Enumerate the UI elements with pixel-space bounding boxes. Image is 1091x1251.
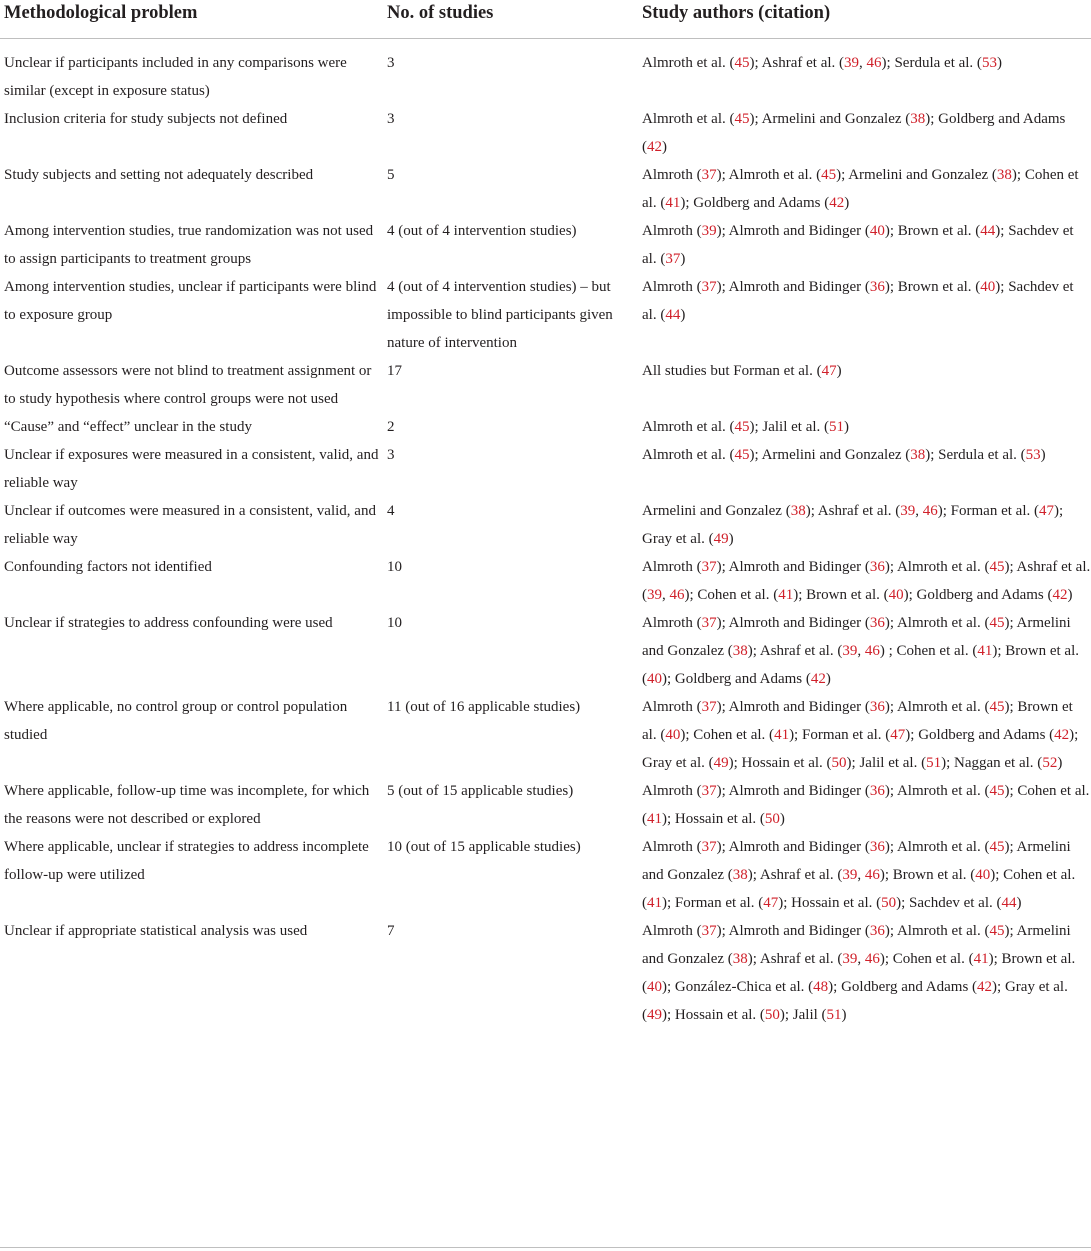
citation-link[interactable]: 50 — [831, 755, 847, 771]
cell-no-of-studies: 10 — [387, 615, 402, 631]
citation-link[interactable]: 38 — [732, 867, 748, 883]
citation-link[interactable]: 45 — [989, 699, 1005, 715]
author-text: ); Jalil ( — [779, 1007, 827, 1023]
citation-link[interactable]: 51 — [826, 1007, 842, 1023]
table-row — [0, 609, 1091, 693]
citation-link[interactable]: 45 — [989, 783, 1005, 799]
citation-link[interactable]: 41 — [778, 587, 794, 603]
author-text: ); Serdula et al. ( — [881, 55, 982, 71]
table-row — [0, 497, 1091, 553]
citation-link[interactable]: 36 — [869, 615, 885, 631]
citation-link[interactable]: 49 — [713, 755, 729, 771]
cell-methodological-problem: Where applicable, no control group or control population studied — [4, 699, 348, 743]
table-row — [0, 273, 1091, 357]
cell-no-of-studies: 4 — [387, 503, 395, 519]
author-text: ); Almroth and Bidinger ( — [716, 839, 870, 855]
header-no-of-studies: No. of studies — [383, 0, 638, 39]
cell-no-of-studies: 10 — [387, 559, 402, 575]
cell-study-authors — [638, 39, 1091, 106]
cell-no-of-studies: 3 — [387, 55, 395, 71]
citation-link[interactable]: 45 — [734, 111, 750, 127]
author-text: ); Almroth and Bidinger ( — [716, 279, 870, 295]
citation-link[interactable]: 41 — [774, 727, 790, 743]
author-text: ); Almroth et al. ( — [884, 699, 990, 715]
author-text: Almroth et al. ( — [642, 111, 735, 127]
cell-methodological-problem: Unclear if strategies to address confounding were used — [4, 615, 333, 631]
cell-no-of-studies: 2 — [387, 419, 395, 435]
author-text: ) — [779, 811, 785, 827]
cell-study-authors — [638, 833, 1091, 917]
author-text: ); Sachdev et al. ( — [642, 279, 1074, 323]
cell-no-of-studies: 5 — [387, 167, 395, 183]
citation-link[interactable]: 47 — [763, 895, 779, 911]
author-text: ); Forman et al. ( — [662, 895, 764, 911]
author-text: Almroth ( — [642, 279, 702, 295]
citation-link[interactable]: 46 — [922, 503, 938, 519]
author-text: ); Armelini and Gonzalez ( — [749, 447, 911, 463]
cell-no-of-studies: 3 — [387, 447, 395, 463]
citation-link[interactable]: 42 — [1052, 587, 1068, 603]
citation-link[interactable]: 53 — [981, 55, 997, 71]
author-text: Almroth ( — [642, 615, 702, 631]
citation-link[interactable]: 38 — [732, 951, 748, 967]
citation-link[interactable]: 49 — [713, 531, 729, 547]
cell-methodological-problem: Where applicable, follow-up time was incomplete, for which the reasons were not described or explored — [4, 783, 370, 827]
table-row — [0, 833, 1091, 917]
author-text: ); Serdula et al. ( — [925, 447, 1026, 463]
author-text: ); Ashraf et al. ( — [747, 951, 843, 967]
author-text: ) — [996, 55, 1002, 71]
table-row — [0, 553, 1091, 609]
citation-link[interactable]: 44 — [665, 307, 681, 323]
citation-link[interactable]: 36 — [869, 839, 885, 855]
author-text: ); Brown et al. ( — [884, 279, 981, 295]
citation-link[interactable]: 45 — [734, 55, 750, 71]
author-text: ); Almroth et al. ( — [884, 839, 990, 855]
citation-link[interactable]: 45 — [989, 615, 1005, 631]
author-text: ); Brown et al. ( — [884, 223, 981, 239]
author-text: ); Ashraf et al. ( — [749, 55, 845, 71]
author-text: ); Almroth and Bidinger ( — [716, 699, 870, 715]
citation-link[interactable]: 46 — [866, 55, 882, 71]
cell-methodological-problem: Inclusion criteria for study subjects not defined — [4, 111, 288, 127]
author-text: ); Almroth et al. ( — [884, 615, 990, 631]
author-text: Almroth ( — [642, 699, 702, 715]
citation-link[interactable]: 39 — [900, 503, 916, 519]
author-text: , — [857, 867, 865, 883]
author-text: ); Ashraf et al. ( — [747, 867, 843, 883]
author-text: ); Goldberg and Adams ( — [828, 979, 978, 995]
author-text: Almroth ( — [642, 923, 702, 939]
citation-link[interactable]: 40 — [980, 279, 996, 295]
author-text: ); Goldberg and Adams ( — [903, 587, 1053, 603]
citation-link[interactable]: 37 — [701, 839, 717, 855]
citation-link[interactable]: 37 — [701, 615, 717, 631]
author-text: ) — [680, 251, 686, 267]
citation-link[interactable]: 45 — [734, 447, 750, 463]
author-text: Armelini and Gonzalez ( — [642, 503, 791, 519]
author-text: ); Cohen et al. ( — [684, 587, 779, 603]
citation-link[interactable]: 41 — [647, 895, 662, 911]
citation-link[interactable]: 51 — [829, 419, 845, 435]
cell-no-of-studies: 4 (out of 4 intervention studies) — [387, 223, 577, 239]
cell-study-authors — [638, 161, 1091, 217]
author-text: ); Sachdev et al. ( — [642, 223, 1074, 267]
author-text: ) — [825, 671, 831, 687]
cell-study-authors — [638, 693, 1091, 777]
author-text: ); Goldberg and Adams ( — [905, 727, 1055, 743]
author-text: ) — [662, 139, 667, 155]
citation-link[interactable]: 44 — [980, 223, 996, 239]
cell-study-authors — [638, 609, 1091, 693]
author-text: ) — [1057, 755, 1063, 771]
author-text: , — [857, 951, 865, 967]
author-text: , — [857, 643, 865, 659]
author-text: ); Gray et al. ( — [642, 979, 1068, 1023]
citation-link[interactable]: 39 — [844, 55, 860, 71]
citation-link[interactable]: 40 — [869, 223, 885, 239]
author-text: All studies but Forman et al. ( — [642, 363, 822, 379]
author-text: ); Jalil et al. ( — [846, 755, 927, 771]
citation-link[interactable]: 53 — [1025, 447, 1041, 463]
cell-study-authors — [638, 357, 1091, 413]
author-text: ); Brown et al. ( — [879, 867, 976, 883]
table-row — [0, 413, 1091, 441]
citation-link[interactable]: 42 — [977, 979, 993, 995]
author-text: ); Almroth and Bidinger ( — [716, 783, 870, 799]
author-text: ); Armelini and Gonzalez ( — [749, 111, 911, 127]
author-text: , — [662, 587, 670, 603]
author-text: Almroth et al. ( — [642, 55, 735, 71]
author-text: Almroth ( — [642, 783, 702, 799]
author-text: ) — [836, 363, 842, 379]
citation-link[interactable]: 50 — [764, 811, 780, 827]
author-text: ); Sachdev et al. ( — [896, 895, 1002, 911]
author-text: ) — [1067, 587, 1073, 603]
citation-link[interactable]: 36 — [869, 279, 885, 295]
citation-link[interactable]: 37 — [701, 699, 717, 715]
citation-link[interactable]: 42 — [647, 139, 662, 155]
citation-link[interactable]: 37 — [701, 167, 717, 183]
author-text: ); Naggan et al. ( — [941, 755, 1043, 771]
table-row — [0, 39, 1091, 106]
citation-link[interactable]: 41 — [973, 951, 989, 967]
author-text: ); Ashraf et al. ( — [805, 503, 901, 519]
author-text: , — [915, 503, 923, 519]
citation-link[interactable]: 42 — [829, 195, 845, 211]
cell-study-authors — [638, 413, 1091, 441]
author-text: ); Almroth and Bidinger ( — [716, 223, 870, 239]
author-text: ) — [1016, 895, 1022, 911]
table-row — [0, 693, 1091, 777]
citation-link[interactable]: 42 — [810, 671, 826, 687]
header-methodological-problem: Methodological problem — [0, 0, 383, 39]
citation-link[interactable]: 41 — [647, 811, 662, 827]
citation-link[interactable]: 52 — [1042, 755, 1058, 771]
cell-methodological-problem: Unclear if appropriate statistical analysis was used — [4, 923, 308, 939]
citation-link[interactable]: 39 — [842, 951, 858, 967]
author-text: ); Gray et al. ( — [642, 727, 1079, 771]
cell-no-of-studies: 10 (out of 15 applicable studies) — [387, 839, 581, 855]
citation-link[interactable]: 47 — [890, 727, 906, 743]
citation-link[interactable]: 37 — [701, 559, 717, 575]
author-text: ); Hossain et al. ( — [778, 895, 882, 911]
author-text: ) — [844, 419, 850, 435]
author-text: ); Armelini and Gonzalez ( — [642, 923, 1071, 967]
citation-link[interactable]: 36 — [869, 923, 885, 939]
table-row — [0, 777, 1091, 833]
author-text: ); Armelini and Gonzalez ( — [642, 615, 1071, 659]
author-text: ) ; Cohen et al. ( — [879, 643, 978, 659]
table-row — [0, 357, 1091, 413]
cell-methodological-problem: Unclear if participants included in any comparisons were similar (except in exposure status) — [4, 55, 347, 99]
author-text: ); Cohen et al. ( — [642, 783, 1090, 827]
citation-link[interactable]: 38 — [910, 111, 926, 127]
author-text: ); Ashraf et al. ( — [747, 643, 843, 659]
cell-no-of-studies: 3 — [387, 111, 395, 127]
cell-no-of-studies: 5 (out of 15 applicable studies) — [387, 783, 574, 799]
author-text: ); Goldberg and Adams ( — [680, 195, 830, 211]
table-bottom-rule — [0, 1247, 1091, 1248]
author-text: ); Brown et al. ( — [642, 951, 1076, 995]
cell-methodological-problem: Among intervention studies, true randomization was not used to assign participants to treatment groups — [4, 223, 374, 267]
table-row — [0, 441, 1091, 497]
citation-link[interactable]: 37 — [701, 923, 717, 939]
author-text: ); Gray et al. ( — [642, 503, 1064, 547]
citation-link[interactable]: 49 — [647, 1007, 662, 1023]
author-text: ); Brown et al. ( — [793, 587, 889, 603]
author-text: Almroth ( — [642, 839, 702, 855]
citation-link[interactable]: 47 — [1039, 503, 1054, 519]
author-text: ); Almroth et al. ( — [884, 923, 990, 939]
citation-link[interactable]: 41 — [977, 643, 993, 659]
author-text: Almroth ( — [642, 559, 702, 575]
author-text: ); Cohen et al. ( — [642, 867, 1076, 911]
author-text: Almroth et al. ( — [642, 447, 735, 463]
author-text: ); Cohen et al. ( — [642, 167, 1079, 211]
author-text: ); Cohen et al. ( — [680, 727, 775, 743]
citation-link[interactable]: 46 — [864, 951, 880, 967]
cell-no-of-studies: 7 — [387, 923, 395, 939]
author-text: ); Almroth and Bidinger ( — [716, 615, 870, 631]
author-text: ); Jalil et al. ( — [749, 419, 830, 435]
citation-link[interactable]: 40 — [665, 727, 681, 743]
citation-link[interactable]: 40 — [975, 867, 991, 883]
citation-link[interactable]: 39 — [647, 587, 662, 603]
citation-link[interactable]: 44 — [1001, 895, 1017, 911]
author-text: ); Armelini and Gonzalez ( — [642, 839, 1071, 883]
author-text: ) — [844, 195, 850, 211]
header-study-authors: Study authors (citation) — [638, 0, 1091, 39]
citation-link[interactable]: 40 — [647, 979, 662, 995]
citation-link[interactable]: 37 — [701, 783, 717, 799]
citation-link[interactable]: 38 — [790, 503, 806, 519]
citation-link[interactable]: 37 — [665, 251, 681, 267]
author-text: ); Cohen et al. ( — [879, 951, 974, 967]
cell-study-authors — [638, 273, 1091, 357]
author-text: ); Ashraf et al. ( — [642, 559, 1091, 603]
cell-methodological-problem: Study subjects and setting not adequately described — [4, 167, 314, 183]
author-text: Almroth ( — [642, 223, 702, 239]
citation-link[interactable]: 46 — [864, 643, 880, 659]
citation-link[interactable]: 48 — [813, 979, 829, 995]
citation-link[interactable]: 50 — [764, 1007, 780, 1023]
author-text: ); Almroth et al. ( — [716, 167, 822, 183]
table-row — [0, 105, 1091, 161]
citation-link[interactable]: 39 — [842, 867, 858, 883]
cell-no-of-studies: 4 (out of 4 intervention studies) – but impossible to blind participants given nature of intervention — [387, 279, 613, 351]
author-text: ); Brown et al. ( — [642, 643, 1079, 687]
author-text: ); Almroth et al. ( — [884, 783, 990, 799]
cell-study-authors — [638, 497, 1091, 553]
author-text: ) — [680, 307, 686, 323]
table-row — [0, 917, 1091, 1029]
citation-link[interactable]: 45 — [989, 559, 1005, 575]
table-row — [0, 161, 1091, 217]
cell-study-authors — [638, 105, 1091, 161]
author-text: ); Brown et al. ( — [642, 699, 1073, 743]
citation-link[interactable]: 46 — [669, 587, 685, 603]
author-text: ); Hossain et al. ( — [662, 1007, 765, 1023]
cell-methodological-problem: Where applicable, unclear if strategies to address incomplete follow-up were utilized — [4, 839, 369, 883]
author-text: ) — [1040, 447, 1046, 463]
citation-link[interactable]: 40 — [888, 587, 904, 603]
citation-link[interactable]: 38 — [732, 643, 748, 659]
author-text: Almroth et al. ( — [642, 419, 735, 435]
cell-study-authors — [638, 217, 1091, 273]
author-text: ); Almroth and Bidinger ( — [716, 923, 870, 939]
citation-link[interactable]: 45 — [989, 839, 1005, 855]
citation-link[interactable]: 45 — [734, 419, 750, 435]
citation-link[interactable]: 41 — [665, 195, 681, 211]
header-row — [0, 0, 1091, 39]
citation-link[interactable]: 38 — [996, 167, 1012, 183]
citation-link[interactable]: 36 — [869, 783, 885, 799]
citation-link[interactable]: 45 — [989, 923, 1005, 939]
author-text: ); Almroth and Bidinger ( — [716, 559, 870, 575]
citation-link[interactable]: 51 — [926, 755, 942, 771]
citation-link[interactable]: 36 — [869, 559, 885, 575]
author-text: ); Forman et al. ( — [789, 727, 891, 743]
cell-study-authors — [638, 777, 1091, 833]
cell-study-authors — [638, 917, 1091, 1029]
cell-methodological-problem: “Cause” and “effect” unclear in the study — [4, 419, 252, 435]
citation-link[interactable]: 37 — [701, 279, 717, 295]
table-row — [0, 217, 1091, 273]
citation-link[interactable]: 47 — [821, 363, 837, 379]
cell-methodological-problem: Among intervention studies, unclear if participants were blind to exposure group — [4, 279, 377, 323]
citation-link[interactable]: 39 — [701, 223, 717, 239]
citation-link[interactable]: 42 — [1054, 727, 1070, 743]
author-text: ); Goldberg and Adams ( — [662, 671, 811, 687]
author-text: ) — [728, 531, 734, 547]
cell-study-authors — [638, 441, 1091, 497]
citation-link[interactable]: 45 — [821, 167, 837, 183]
author-text: ) — [841, 1007, 847, 1023]
cell-no-of-studies: 17 — [387, 363, 402, 379]
citation-link[interactable]: 40 — [647, 671, 662, 687]
cell-methodological-problem: Confounding factors not identified — [4, 559, 212, 575]
cell-no-of-studies: 11 (out of 16 applicable studies) — [387, 699, 581, 715]
author-text: ); Hossain et al. ( — [662, 811, 765, 827]
table-body — [0, 39, 1091, 1030]
citation-link[interactable]: 39 — [842, 643, 858, 659]
citation-link[interactable]: 46 — [864, 867, 880, 883]
author-text: ); Armelini and Gonzalez ( — [836, 167, 997, 183]
cell-methodological-problem: Outcome assessors were not blind to treatment assignment or to study hypothesis where control groups were not used — [4, 363, 372, 407]
author-text: ); González-Chica et al. ( — [662, 979, 814, 995]
citation-link[interactable]: 50 — [881, 895, 897, 911]
author-text: ); Almroth et al. ( — [884, 559, 990, 575]
cell-study-authors — [638, 553, 1091, 609]
citation-link[interactable]: 38 — [910, 447, 926, 463]
author-text: ); Hossain et al. ( — [728, 755, 832, 771]
author-text: Almroth ( — [642, 167, 702, 183]
author-text: ); Forman et al. ( — [937, 503, 1039, 519]
cell-methodological-problem: Unclear if outcomes were measured in a consistent, valid, and reliable way — [4, 503, 376, 547]
cell-methodological-problem: Unclear if exposures were measured in a consistent, valid, and reliable way — [4, 447, 379, 491]
author-text: ); Goldberg and Adams ( — [642, 111, 1066, 155]
author-text: , — [859, 55, 867, 71]
citation-link[interactable]: 36 — [869, 699, 885, 715]
